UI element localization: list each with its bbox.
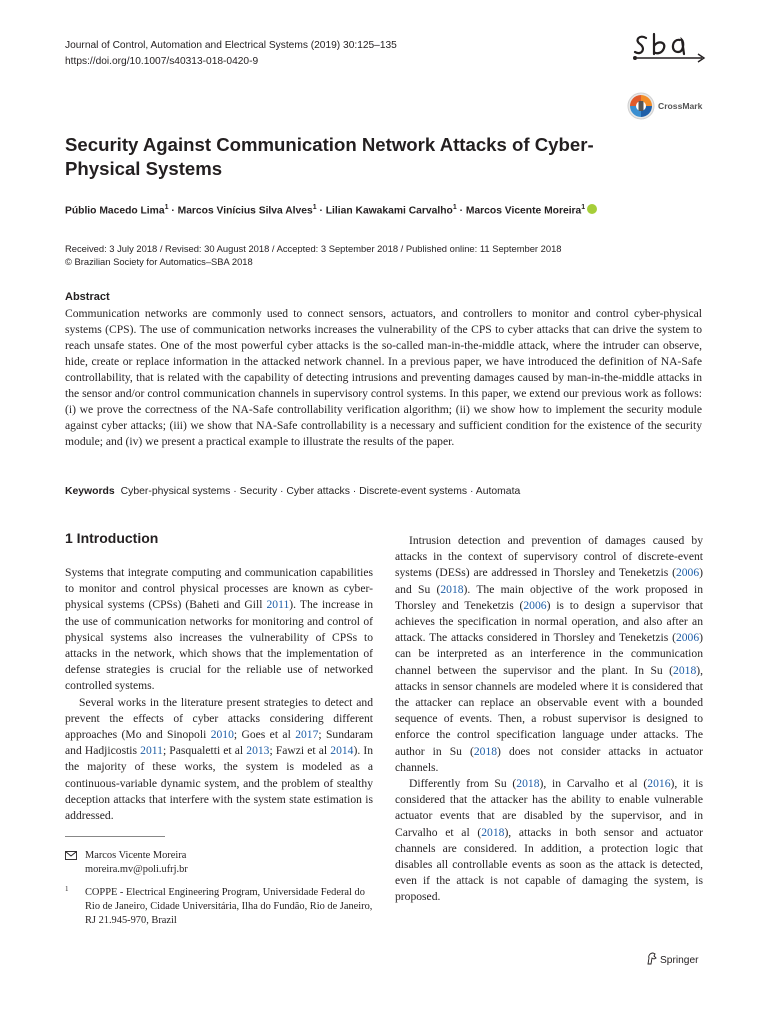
- paragraph: [65, 695, 373, 825]
- paragraph-text: ; Goes et al: [233, 728, 296, 742]
- paragraph-text: Systems that integrate computing and communication capabilities to monitor and control physical processes are known as cyber-physical systems (CPSs) (Baheti and Gill: [65, 566, 373, 612]
- author-affil-mark: 1: [312, 204, 317, 211]
- citation-link[interactable]: 2006: [675, 631, 700, 645]
- publication-dates: [65, 242, 562, 268]
- keywords-text: Cyber-physical systems · Security · Cyber attacks · Discrete-event systems · Automata: [120, 486, 521, 497]
- paragraph: [65, 565, 373, 695]
- paragraph-text: ) and Su (: [395, 566, 703, 596]
- publisher-footer: [646, 952, 699, 966]
- envelope-icon: [65, 851, 77, 860]
- orcid-icon[interactable]: [587, 204, 597, 214]
- paragraph-text: Several works in the literature present strategies to detect and prevent the effects of cyber attacks considering different approaches (Mo and Sinopoli: [65, 695, 373, 742]
- journal-header: [65, 38, 397, 70]
- citation-link[interactable]: 2013: [246, 744, 270, 758]
- section-heading: 1 Introduction: [65, 530, 159, 546]
- springer-label: Springer: [660, 955, 699, 966]
- keywords-line: [65, 486, 520, 497]
- citation-link[interactable]: 2017: [295, 728, 319, 742]
- citation-link[interactable]: 2018: [516, 777, 540, 791]
- abstract-text: Communication networks are commonly used to connect sensors, actuators, and controllers to monitor and control cyber-physical systems (CPS). The use of communication networks increases the vulnerability of the CPS to cyber attacks that can drive the system to reach unsafe states. One of the most powerful cyber attacks is the so-called man-in-the-middle attack, where the intruder can observe, hide, create or replace information in the attacked network channel. In a previous paper, we have introduced the definition of NA-Safe controllability, that is related with the capability of detecting intrusions and preventing damages caused by man-in-the-middle attacks in the sensor and/or control communication channels in supervisory control systems. In this paper, we extend our previous work as follows: (i) we prove the correctness of the NA-Safe controllability verification algorithm; (ii) we show how to implement the security module against cyber attacks; (iii) we show that NA-Safe controllability is a necessary and sufficient condition for the existence of the security module; and (iv) we present a practical example to illustrate the results of the paper.: [65, 307, 702, 448]
- paragraph: [395, 533, 703, 776]
- sba-logo-icon: [632, 30, 708, 64]
- crossmark-badge[interactable]: [627, 92, 707, 122]
- date-history: Received: 3 July 2018 / Revised: 30 August 2018 / Accepted: 3 September 2018 / Published online: 11 September 2018: [65, 243, 562, 254]
- author-name[interactable]: Marcos Vicente Moreira: [465, 205, 582, 217]
- journal-citation: Journal of Control, Automation and Electrical Systems (2019) 30:125–135: [65, 40, 397, 51]
- author-affil-mark: 1: [164, 204, 169, 211]
- affiliation-text: COPPE - Electrical Engineering Program, Universidade Federal do Rio de Janeiro, Cidade Universitária, Ilha do Fundão, Rio de Janeiro, RJ 21.945-970, Brazil: [85, 887, 373, 926]
- citation-link[interactable]: 2016: [647, 777, 671, 791]
- paragraph-text: ), in Carvalho et al (: [539, 777, 648, 791]
- citation-link[interactable]: 2018: [440, 582, 464, 596]
- author-separator: ·: [316, 205, 326, 217]
- right-column: [395, 533, 703, 906]
- paragraph: [395, 776, 703, 906]
- copyright-line: © Brazilian Society for Automatics–SBA 2018: [65, 256, 253, 267]
- paragraph-text: ; Fawzi et al: [269, 744, 331, 758]
- citation-link[interactable]: 2010: [210, 728, 234, 742]
- article-title: Security Against Communication Network Attacks of Cyber-Physical Systems: [65, 134, 594, 179]
- sba-logo: [632, 30, 708, 64]
- author-separator: ·: [168, 205, 178, 217]
- springer-horse-icon: [646, 952, 657, 965]
- contact-email[interactable]: moreira.mv@poli.ufrj.br: [85, 864, 188, 875]
- author-affil-mark: 1: [452, 204, 457, 211]
- paragraph-text: ). The increase in the use of communication networks for monitoring and control of physical systems also increases the vulnerability of CPSs to attacks in the network, which shows that the implementation of defense strategies is crucial for the reliable use of networked controlled systems.: [65, 598, 373, 693]
- paragraph-text: ) is to design a supervisor that achieves the specification in normal operation, and also after an attack. The attacks considered in Thorsley and Teneketzis (: [395, 598, 703, 645]
- citation-link[interactable]: 2014: [330, 744, 354, 758]
- contact-name: Marcos Vicente Moreira: [85, 850, 187, 861]
- paragraph-text: ), attacks in both sensor and actuator channels are considered. In addition, a protection logic that disables all controllable events as soon as the attack is detected, even if the attack is not capable of damaging the system, is proposed.: [395, 825, 703, 904]
- affil-mark: 1: [65, 885, 69, 893]
- paragraph-text: ), attacks in sensor channels are modeled where it is considered that the attacker can replace an observable event with a bounded sequence of events. Then, a robust supervisor is designed to enforce the control specification language under attacks. The author in Su (: [395, 663, 703, 758]
- author-list: [65, 204, 597, 216]
- citation-link[interactable]: 2006: [523, 598, 547, 612]
- paragraph-text: ). In the majority of these works, the system is modeled as a continuous-variable dynamic system, and the problem of stealthy deception attacks that interfere with the system state estimation is addressed.: [65, 744, 373, 823]
- citation-link[interactable]: 2011: [266, 598, 290, 612]
- paragraph-text: Differently from Su (: [409, 777, 517, 791]
- author-name[interactable]: Lilian Kawakami Carvalho: [325, 205, 453, 217]
- abstract-heading: Abstract: [65, 291, 110, 303]
- citation-link[interactable]: 2011: [140, 744, 163, 758]
- left-column: [65, 565, 373, 824]
- citation-link[interactable]: 2018: [473, 744, 498, 758]
- keywords-label: Keywords: [65, 486, 115, 497]
- paragraph-text: ) does not consider attacks in actuator channels.: [395, 744, 704, 774]
- paragraph-text: Intrusion detection and prevention of damages caused by attacks in the context of supervisory control of discrete-event systems (DESs) are addressed in Thorsley and Teneketzis (: [395, 534, 703, 580]
- paragraph-text: ; Pasqualetti et al: [162, 744, 247, 758]
- footnote-divider: [65, 836, 165, 837]
- citation-link[interactable]: 2018: [673, 663, 697, 677]
- paragraph-text: ) can be interpreted as an interference in the communication channel between the supervisor and the plant. In Su (: [395, 631, 703, 677]
- doi-link[interactable]: https://doi.org/10.1007/s40313-018-0420-9: [65, 56, 259, 67]
- author-affil-mark: 1: [581, 204, 586, 211]
- paragraph-text: ). The main objective of the work proposed in Thorsley and Teneketzis (: [395, 582, 703, 612]
- crossmark-icon: [627, 92, 655, 120]
- author-separator: ·: [456, 205, 466, 217]
- author-name[interactable]: Públio Macedo Lima: [65, 205, 165, 217]
- paragraph-text: ), it is considered that the attacker has the ability to enable vulnerable actuator events that are disabled by the supervisor, and in Carvalho et al (: [395, 777, 703, 839]
- paragraph-text: ; Sundaram and Hadjicostis: [65, 728, 373, 758]
- citation-link[interactable]: 2018: [481, 825, 505, 839]
- citation-link[interactable]: 2006: [675, 566, 700, 580]
- author-name[interactable]: Marcos Vinícius Silva Alves: [177, 205, 313, 217]
- crossmark-label: CrossMark: [658, 101, 703, 111]
